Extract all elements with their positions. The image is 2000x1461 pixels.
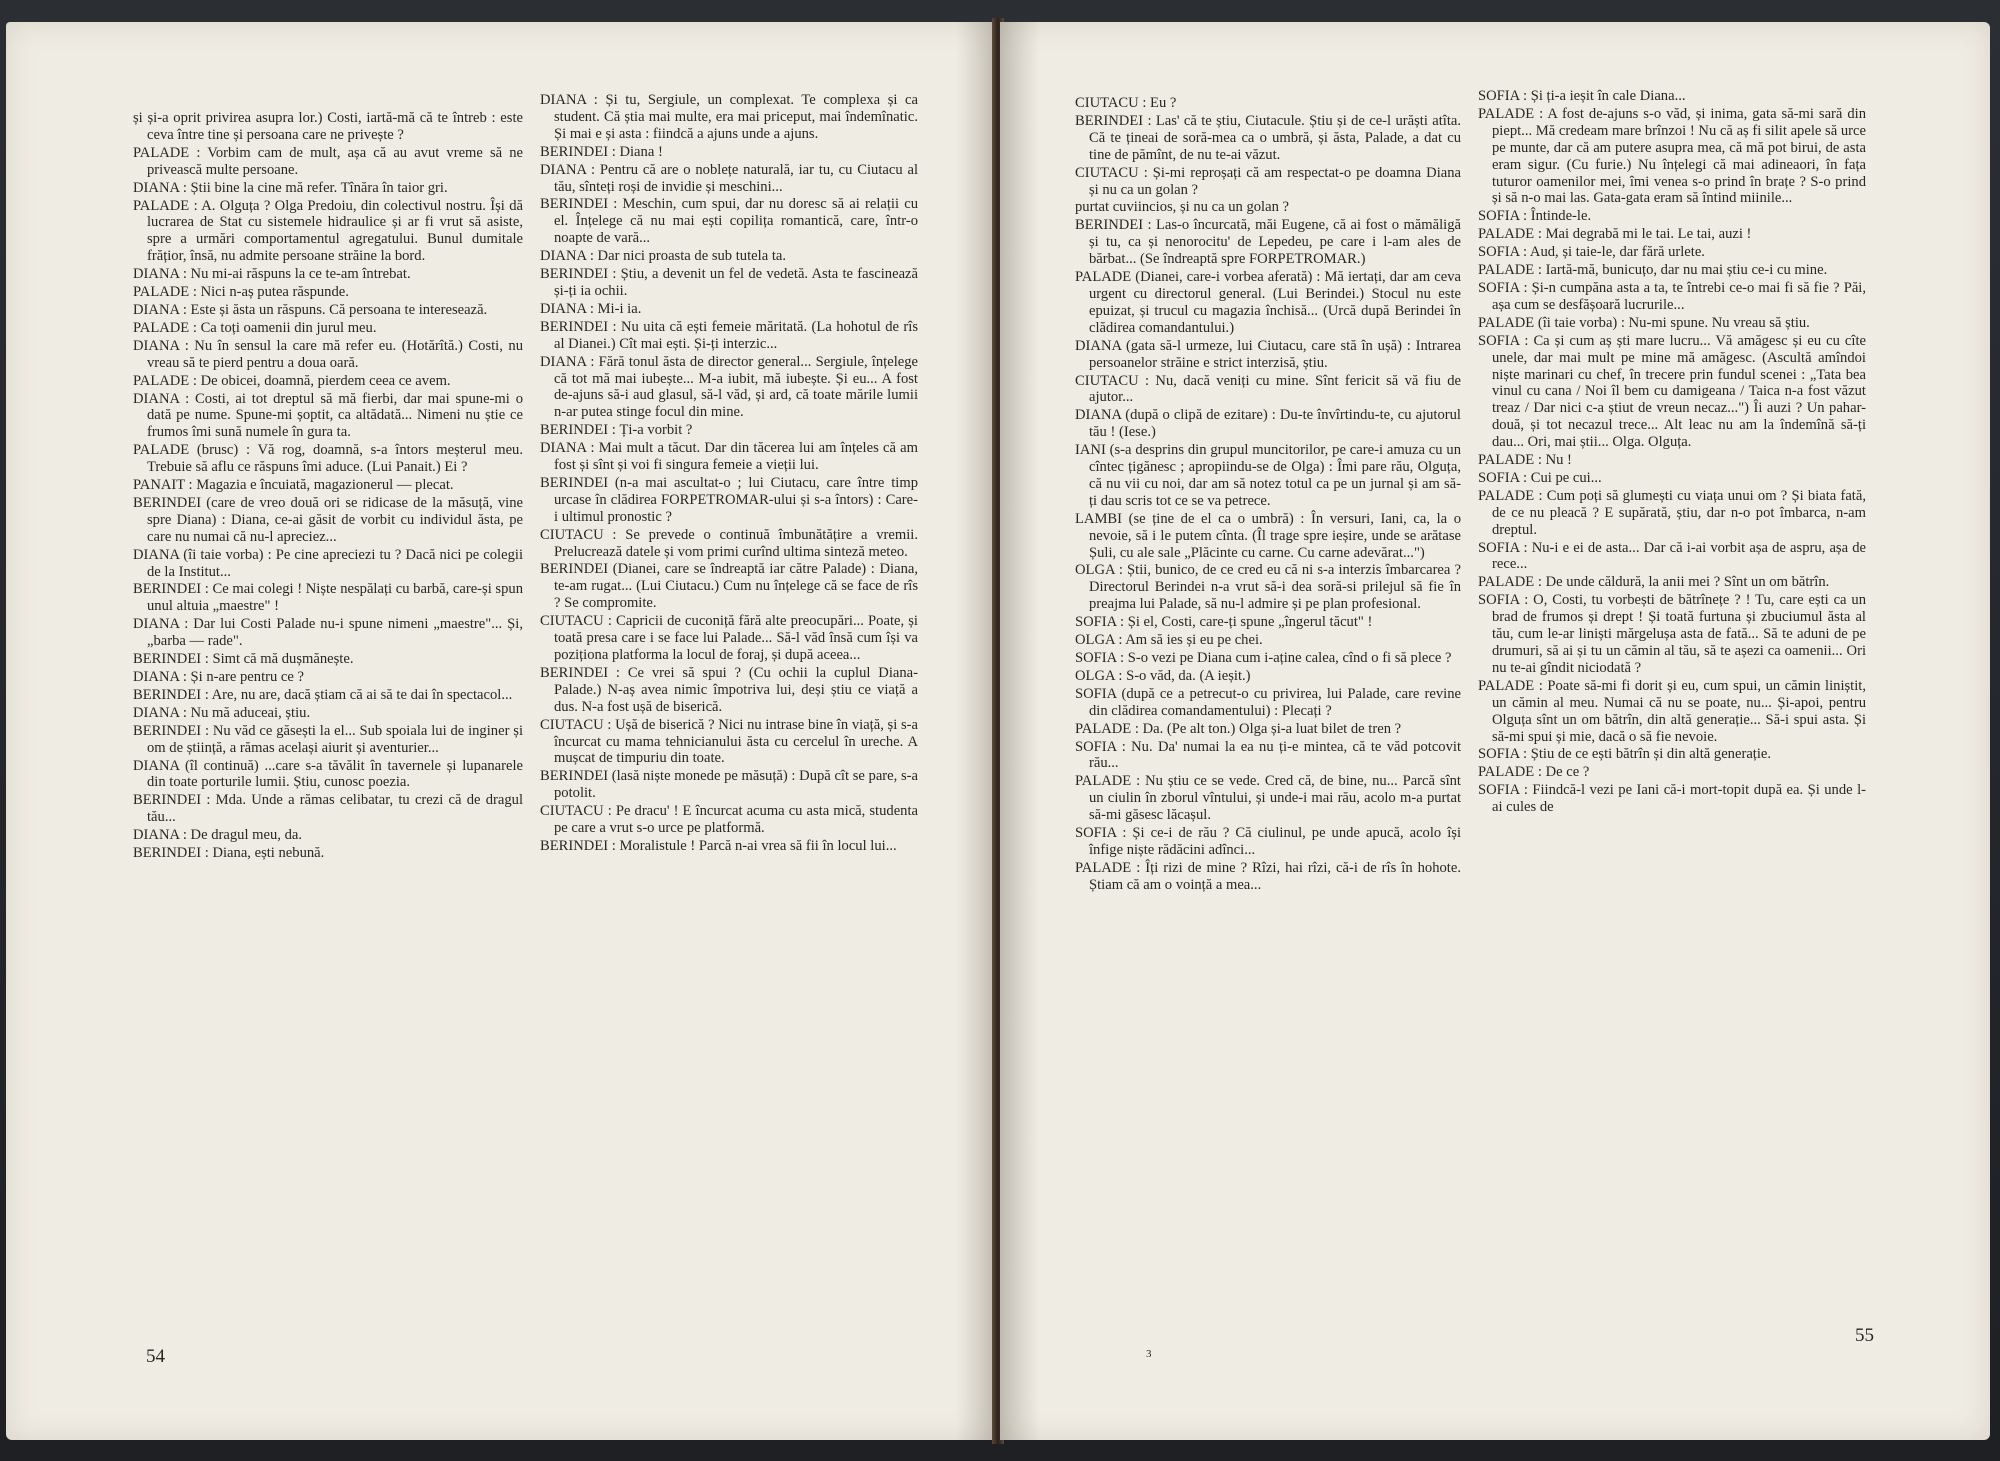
dialogue-paragraph: SOFIA : Și el, Costi, care-ți spune „îngerul tăcut" ! xyxy=(1075,614,1373,631)
dialogue-paragraph: DIANA (gata să-l urmeze, lui Ciutacu, care stă în ușă) : Intrarea persoanelor străine e strict interzisă, știu. xyxy=(1075,337,1461,371)
dialogue-paragraph: DIANA : Și n-are pentru ce ? xyxy=(133,669,305,685)
dialogue-paragraph: BERINDEI : Diana, ești nebună. xyxy=(133,845,325,862)
dialogue-paragraph: BERINDEI (Dianei, care se îndreaptă iar către Palade) : Diana, te-am rugat... (Lui Ciutacu.) Cum nu înțelege că se face de rîs ? Se compromite. xyxy=(540,561,918,612)
dialogue-paragraph: PALADE : Da. (Pe alt ton.) Olga și-a luat bilet de tren ? xyxy=(1075,720,1402,737)
dialogue-paragraph: PALADE : Nu știu ce se vede. Cred că, de bine, nu... Parcă sînt un ciulin în zborul vîntului, și unde-i mai rău, acolo m-a purtat să-mi găsesc lăcașul. xyxy=(1075,773,1461,824)
dialogue-paragraph: SOFIA (după ce a petrecut-o cu privirea, lui Palade, care revine din clădirea comandamentului) : Plecați ? xyxy=(1075,685,1461,719)
dialogue-paragraph: OLGA : Știi, bunico, de ce cred eu că ni s-a interzis îmbarcarea ? Directorul Berindei n-a vrut să-i dea soră-si prilejul să fie în preajma lui Palade, să nu-l admire și pe plan profesional. xyxy=(1075,562,1461,613)
dialogue-paragraph: SOFIA : Fiindcă-l vezi pe Iani că-i mort-topit după ea. Și unde l-ai cules de xyxy=(1478,782,1866,816)
dialogue-paragraph: purtat cuviincios, și nu ca un golan ? xyxy=(1075,199,1289,216)
dialogue-paragraph: CIUTACU : Și-mi reproșați că am respectat-o pe doamna Diana și nu ca un golan ? xyxy=(1075,164,1461,198)
dialogue-paragraph: BERINDEI (lasă niște monede pe măsuță) : După cît se pare, s-a potolit. xyxy=(540,768,918,802)
dialogue-paragraph: CIUTACU : Capricii de cuconiță fără alte preocupări... Poate, și toată presa care i se face lui Palade... Să-l văd însă cum își va poziționa platforma la locul de foraj, și după aceea... xyxy=(540,613,918,663)
dialogue-paragraph: PALADE : Nici n-aș putea răspunde. xyxy=(133,284,349,301)
dialogue-paragraph: SOFIA : Nu-i e ei de asta... Dar că i-ai vorbit așa de aspru, așa de rece... xyxy=(1478,539,1866,573)
dialogue-paragraph: PALADE : Iartă-mă, bunicuțo, dar nu mai știu ce-i cu mine. xyxy=(1478,262,1828,279)
dialogue-paragraph: BERINDEI : Ce vrei să spui ? (Cu ochii la cuplul Diana-Palade.) N-aș avea nimic împotriva lui, deși știu ce viață a dus. N-a fost ușă de biserică. xyxy=(540,664,918,715)
dialogue-paragraph: BERINDEI : Simt că mă dușmănește. xyxy=(133,651,354,668)
dialogue-paragraph: SOFIA : Și-n cumpăna asta a ta, te întrebi ce-o mai fi să fie ? Păi, așa cum se desfășoară lucrurile... xyxy=(1478,279,1866,313)
dialogue-paragraph: BERINDEI : Are, nu are, dacă știam că ai să te dai în spectacol... xyxy=(133,686,513,703)
dialogue-paragraph: SOFIA : Și ce-i de rău ? Că ciulinul, pe unde apucă, acolo își înfige niște rădăcini adînci... xyxy=(1075,825,1461,858)
dialogue-paragraph: SOFIA : O, Costi, tu vorbești de bătrînețe ? ! Tu, care ești ca un brad de frumos și drept ! Și toată furtuna și zbuciumul ăsta al tău, cum le-ar liniști mărgelușa asta de fată... Să te aduni de pe drumuri, să ai și tu un cămin al tău, să te așezi ca oamenii... Ori nu te-ai gîndit niciodată ? xyxy=(1478,592,1866,676)
dialogue-paragraph: PALADE : De ce ? xyxy=(1478,764,1590,781)
dialogue-paragraph: BERINDEI (n-a mai ascultat-o ; lui Ciutacu, care între timp urcase în clădirea FORPETROMAR-ului și s-a întors) : Care-i ultimul pronostic ? xyxy=(540,474,918,525)
dialogue-paragraph: PALADE : A fost de-ajuns s-o văd, și inima, gata să-mi sară din piept... Mă credeam mare brînzoi ! Nu că aș fi silit apele să urce pe munte, dar că am putere asupra mea, că mă pot birui, de asta eram sigur. (Cu furie.) Nu înțelegi că mai adineaori, în fața tuturor oamenilor mei, îmi venea s-o prind în brațe ? S-o prind și să n-o mai las. Gata-gata eram să întind miinile... xyxy=(1478,105,1866,207)
dialogue-paragraph: DIANA : Costi, ai tot dreptul să mă fierbi, dar mai spune-mi o dată pe nume. Spune-mi șoptit, ca altădată... Nimeni nu știe ce frumos îmi sună numele în gura ta. xyxy=(133,390,523,441)
dialogue-paragraph: DIANA : Nu mă aduceai, știu. xyxy=(133,704,311,721)
dialogue-paragraph: PALADE : Mai degrabă mi le tai. Le tai, auzi ! xyxy=(1478,226,1752,243)
dialogue-paragraph: PALADE : Cum poți să glumești cu viața unui om ? Și biata fată, de ce nu pleacă ? E supărată, știu, dar n-o pot îmbarca, n-am dreptul. xyxy=(1478,487,1866,538)
dialogue-paragraph: BERINDEI : Moralistule ! Parcă n-ai vrea să fii în locul lui... xyxy=(540,837,897,854)
dialogue-paragraph: PALADE (brusc) : Vă rog, doamnă, s-a întors meșterul meu. Trebuie să aflu ce răspuns îmi aduce. (Lui Panait.) Ei ? xyxy=(133,442,523,476)
dialogue-paragraph: BERINDEI : Meschin, cum spui, dar nu doresc să ai relații cu el. Înțelege că nu mai ești copilița romantică, care, într-o noapte de vară... xyxy=(540,196,918,247)
dialogue-paragraph: DIANA (după o clipă de ezitare) : Du-te învîrtindu-te, cu ajutorul tău ! (Iese.) xyxy=(1075,407,1461,441)
dialogue-paragraph: BERINDEI : Las' că te știu, Ciutacule. Știu și de ce-l urăști atîta. Că te țineai de soră-mea ca o umbră, și ăsta, Palade, a dat cu tine de pămînt, de nu te-ai văzut. xyxy=(1075,112,1461,163)
dialogue-paragraph: PALADE : Îți rizi de mine ? Rîzi, hai rîzi, că-i de rîs în hohote. Știam că am o voință a mea... xyxy=(1075,859,1461,893)
dialogue-paragraph: BERINDEI (care de vreo două ori se ridicase de la măsuță, vine spre Diana) : Diana, ce-ai găsit de vorbit cu individul ăsta, pe care nu numai că nu-l apreciez... xyxy=(133,494,523,545)
dialogue-paragraph: DIANA : Este și ăsta un răspuns. Că persoana te interesează. xyxy=(133,301,488,318)
dialogue-paragraph: PALADE : A. Olguța ? Olga Predoiu, din colectivul nostru. Își dă lucrarea de Stat cu sistemele hidraulice și ar fi vrut să asiste, spre a urmări comportamentul agregatului. Bunul dumitale frățior, însă, nu admite persoane străine la bord. xyxy=(133,197,523,265)
dialogue-paragraph: DIANA : Mi-i ia. xyxy=(540,300,642,317)
right-page-gutter-shadow xyxy=(1000,22,1040,1440)
dialogue-paragraph: SOFIA : Ca și cum aș ști mare lucru... Vă amăgesc și eu cu cîte unele, dar mai mult pe mine mă amăgesc. (Ascultă amîndoi niște marinari cu chef, în trecere prin fundul scenei : „Tata bea vinul cu cana / Noi îl bem cu damigeana / Taica n-a fost văzut treaz / Dar nici c-a știut de vreun necaz...") Îi auzi ? Un pahar-două, și tot necazul trece... Alt leac nu am la îndemînă să-ți dau... Ori, mai știi... Olga. Olguța. xyxy=(1478,332,1866,451)
dialogue-paragraph: BERINDEI : Nu văd ce găsești la el... Sub spoiala lui de inginer și om de știință, a rămas același aiurit și aventurier... xyxy=(133,722,523,756)
dialogue-paragraph: DIANA : Mai mult a tăcut. Dar din tăcerea lui am înțeles că am fost și sînt și voi fi singura femeie a vieții lui. xyxy=(540,440,918,474)
dialogue-paragraph: PALADE : Nu ! xyxy=(1478,452,1572,469)
dialogue-paragraph: DIANA : Și tu, Sergiule, un complexat. Te complexa și ca student. Că știa mai multe, era mai priceput, mai îndemînatic. Și mai e și asta : fiindcă a ajuns unde a ajuns. xyxy=(540,92,918,142)
dialogue-paragraph: CIUTACU : Pe dracu' ! E încurcat acuma cu asta mică, studenta pe care a vrut s-o urce pe platformă. xyxy=(540,803,918,837)
dialogue-paragraph: PALADE : De obicei, doamnă, pierdem ceea ce avem. xyxy=(133,372,451,389)
dialogue-paragraph: PALADE : Ca toți oamenii din jurul meu. xyxy=(133,319,377,336)
dialogue-paragraph: SOFIA : Nu. Da' numai la ea nu ți-e mintea, că te văd potcovit rău... xyxy=(1075,738,1461,772)
dialogue-paragraph: BERINDEI : Nu uita că ești femeie măritată. (La hohotul de rîs al Dianei.) Cît mai ești. Și-ți interzic... xyxy=(540,318,918,352)
dialogue-paragraph: SOFIA : Știu de ce ești bătrîn și din altă generație. xyxy=(1478,746,1772,763)
dialogue-paragraph: BERINDEI : Las-o încurcată, măi Eugene, că ai fost o mămăligă și tu, ca și nenorocitu' de Lepedeu, pe care i l-am ales de bărbat... (Se îndreaptă spre FORPETROMAR.) xyxy=(1075,217,1461,268)
dialogue-paragraph: BERINDEI : Diana ! xyxy=(540,143,663,160)
page-number-left: 54 xyxy=(146,1346,165,1367)
dialogue-paragraph: IANI (s-a desprins din grupul muncitorilor, pe care-i amuza cu un cîntec țigănesc ; apropiindu-se de Olga) : Îmi pare rău, Olguța, că nu vii cu noi, dar am să notez totul ca pe un jurnal și am să-ți dau scris tot ce se va petrece. xyxy=(1075,442,1461,509)
dialogue-paragraph: DIANA (îi taie vorba) : Pe cine apreciezi tu ? Dacă nici pe colegii de la Institut... xyxy=(133,546,523,580)
dialogue-paragraph: CIUTACU : Eu ? xyxy=(1075,95,1177,111)
dialogue-paragraph: DIANA : Dar lui Costi Palade nu-i spune nimeni „maestre"... Și, „barba — rade". xyxy=(133,616,523,650)
dialogue-paragraph: BERINDEI : Știu, a devenit un fel de vedetă. Asta te fascinează și-ți ia ochii. xyxy=(540,266,918,299)
dialogue-paragraph: DIANA : Știi bine la cine mă refer. Tînăra în taior gri. xyxy=(133,179,448,196)
text-column-3 xyxy=(1075,95,1461,895)
dialogue-paragraph: SOFIA : Cui pe cui... xyxy=(1478,469,1602,486)
dialogue-paragraph: CIUTACU : Se prevede o continuă îmbunătățire a vremii. Prelucrează datele și vom primi curînd ultima sinteză meteo. xyxy=(540,526,918,560)
dialogue-paragraph: LAMBI (se ține de el ca o umbră) : În versuri, Iani, ca, la o nevoie, să i le putem cînta. (Îl trage spre ieșire, unde se arătase Șuli, cu ale sale „Plăcinte cu carne. Cu carne adevărat...") xyxy=(1075,510,1461,561)
dialogue-paragraph: SOFIA : S-o vezi pe Diana cum i-aține calea, cînd o fi să plece ? xyxy=(1075,650,1452,666)
dialogue-paragraph: BERINDEI : Ce mai colegi ! Niște nespălați cu barbă, care-și spun unul altuia „maestre" ! xyxy=(133,581,523,615)
page-number-right: 55 xyxy=(1855,1325,1874,1346)
dialogue-paragraph: PALADE (îi taie vorba) : Nu-mi spune. Nu vreau să știu. xyxy=(1478,314,1810,331)
dialogue-paragraph: OLGA : S-o văd, da. (A ieșit.) xyxy=(1075,667,1251,684)
dialogue-paragraph: SOFIA : Întinde-le. xyxy=(1478,208,1592,225)
text-column-1 xyxy=(133,110,523,863)
signature-mark: 3 xyxy=(1146,1348,1152,1360)
dialogue-paragraph: DIANA : Dar nici proasta de sub tutela ta. xyxy=(540,248,786,265)
dialogue-paragraph: DIANA : Nu mi-ai răspuns la ce te-am întrebat. xyxy=(133,266,411,283)
dialogue-paragraph: PANAIT : Magazia e încuiată, magazionerul — plecat. xyxy=(133,477,454,494)
dialogue-paragraph: OLGA : Am să ies și eu pe chei. xyxy=(1075,632,1263,649)
text-column-4 xyxy=(1478,88,1866,817)
dialogue-paragraph: CIUTACU : Nu, dacă veniți cu mine. Sînt fericit să vă fiu de ajutor... xyxy=(1075,372,1461,406)
dialogue-paragraph: SOFIA : Aud, și taie-le, dar fără urlete. xyxy=(1478,244,1705,261)
dialogue-paragraph: PALADE : De unde căldură, la anii mei ? Sînt un om bătrîn. xyxy=(1478,574,1830,591)
dialogue-paragraph: BERINDEI : Mda. Unde a rămas celibatar, tu crezi că de dragul tău... xyxy=(133,792,523,826)
dialogue-paragraph: BERINDEI : Ți-a vorbit ? xyxy=(540,422,693,439)
dialogue-paragraph: PALADE (Dianei, care-i vorbea aferată) : Mă iertați, dar am ceva urgent cu directorul general. (Lui Berindei.) Stocul nu este epuizat, și trucul cu magazia închisă... (Urcă după Berindei în clădirea comandantului.) xyxy=(1075,269,1461,336)
dialogue-paragraph: DIANA : Pentru că are o noblețe naturală, iar tu, cu Ciutacu al tău, sînteți roși de invidie și meschini... xyxy=(540,161,918,195)
dialogue-paragraph: DIANA (îl continuă) ...care s-a tăvălit în tavernele și lupanarele din toate porturile lumii. Știu, cunosc poezia. xyxy=(133,757,523,791)
dialogue-paragraph: și și-a oprit privirea asupra lor.) Costi, iartă-mă că te întreb : este ceva între tine și persoana care ne privește ? xyxy=(133,110,523,143)
dialogue-paragraph: PALADE : Poate să-mi fi dorit și eu, cum spui, un cămin liniștit, un cămin al meu. Numai că nu se poate, nu... Și-apoi, pentru Olguța sînt un om bătrîn, din altă generație... Să-i spui asta. Și să-mi spui și mie, dacă o să fie nevoie. xyxy=(1478,677,1866,745)
left-page-gutter-shadow xyxy=(956,22,996,1440)
dialogue-paragraph: SOFIA : Și ți-a ieșit în cale Diana... xyxy=(1478,88,1686,104)
dialogue-paragraph: CIUTACU : Ușă de biserică ? Nici nu intrase bine în viață, și s-a încurcat cu mama tehnicianului ăsta cu cercelul în ureche. A mușcat de timpuriu din toate. xyxy=(540,716,918,767)
dialogue-paragraph: DIANA : Fără tonul ăsta de director general... Sergiule, înțelege că tot mă mai iubește... M-a iubit, mă iubește. Și eu... A fost de-ajuns să-i aud glasul, să-l văd, și ard, că toate mările lumii n-ar putea stinge focul din mine. xyxy=(540,353,918,421)
dialogue-paragraph: PALADE : Vorbim cam de mult, așa că au avut vreme să ne privească multe persoane. xyxy=(133,144,523,178)
text-column-2 xyxy=(540,92,918,856)
dialogue-paragraph: DIANA : De dragul meu, da. xyxy=(133,827,303,844)
dialogue-paragraph: DIANA : Nu în sensul la care mă refer eu. (Hotărîtă.) Costi, nu vreau să te pierd pentru a doua oară. xyxy=(133,337,523,371)
